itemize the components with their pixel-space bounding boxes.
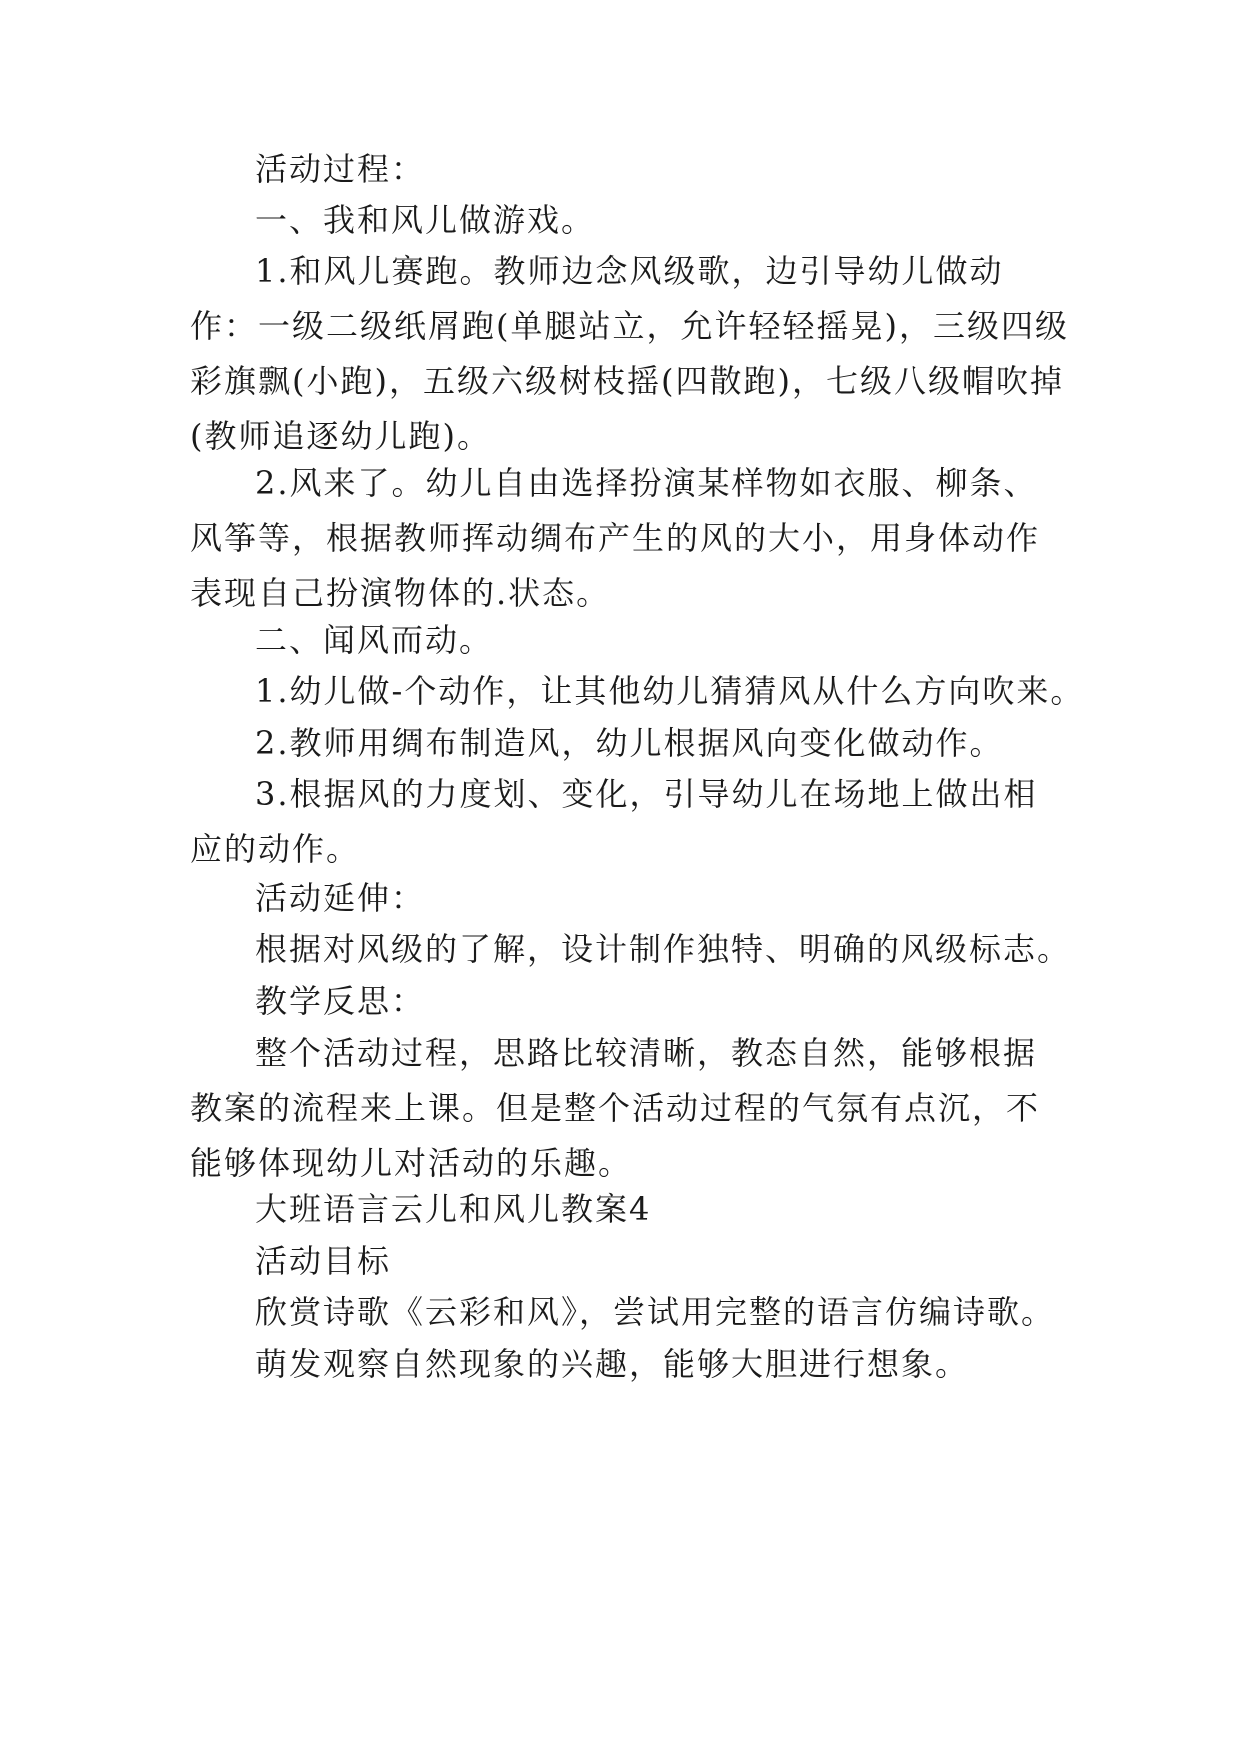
section-heading-play-with-wind: 一、我和风儿做游戏。 bbox=[255, 201, 596, 239]
heading-activity-process: 活动过程： bbox=[255, 150, 426, 188]
heading-teaching-reflection: 教学反思： bbox=[255, 982, 426, 1020]
section-heading-move-with-wind: 二、闻风而动。 bbox=[255, 621, 494, 659]
paragraph-reflection: 整个活动过程，思路比较清晰，教态自然，能够根据教案的流程来上课。但是整个活动过程的气氛有点沉，不能够体现幼儿对活动的乐趣。 bbox=[190, 1034, 1041, 1182]
paragraph-race-with-wind: 1.和风儿赛跑。教师边念风级歌，边引导幼儿做动作：一级二级纸屑跑(单腿站立，允许轻轻摇晃)，三级四级彩旗飘(小跑)，五级六级树枝摇(四散跑)，七级八级帽吹掉(教师追逐幼儿跑)。 bbox=[190, 252, 1069, 455]
paragraph-goal-poem: 欣赏诗歌《云彩和风》，尝试用完整的语言仿编诗歌。 bbox=[255, 1293, 1056, 1331]
paragraph-wind-comes: 2.风来了。幼儿自由选择扮演某样物如衣服、柳条、风筝等，根据教师挥动绸布产生的风的大小，用身体动作表现自己扮演物体的.状态。 bbox=[190, 464, 1041, 612]
paragraph-silk-makes-wind: 2.教师用绸布制造风，幼儿根据风向变化做动作。 bbox=[255, 724, 1004, 762]
paragraph-wind-scale-sign: 根据对风级的了解，设计制作独特、明确的风级标志。 bbox=[255, 930, 1072, 968]
heading-lesson-plan-4: 大班语言云儿和风儿教案4 bbox=[255, 1190, 652, 1228]
paragraph-guess-wind-direction: 1.幼儿做-个动作，让其他幼儿猜猜风从什么方向吹来。 bbox=[255, 672, 1085, 710]
paragraph-wind-strength: 3.根据风的力度划、变化，引导幼儿在场地上做出相应的动作。 bbox=[190, 775, 1038, 868]
heading-activity-extension: 活动延伸： bbox=[255, 879, 426, 917]
paragraph-goal-observation: 萌发观察自然现象的兴趣，能够大胆进行想象。 bbox=[255, 1345, 970, 1383]
heading-activity-goals: 活动目标 bbox=[255, 1242, 392, 1280]
